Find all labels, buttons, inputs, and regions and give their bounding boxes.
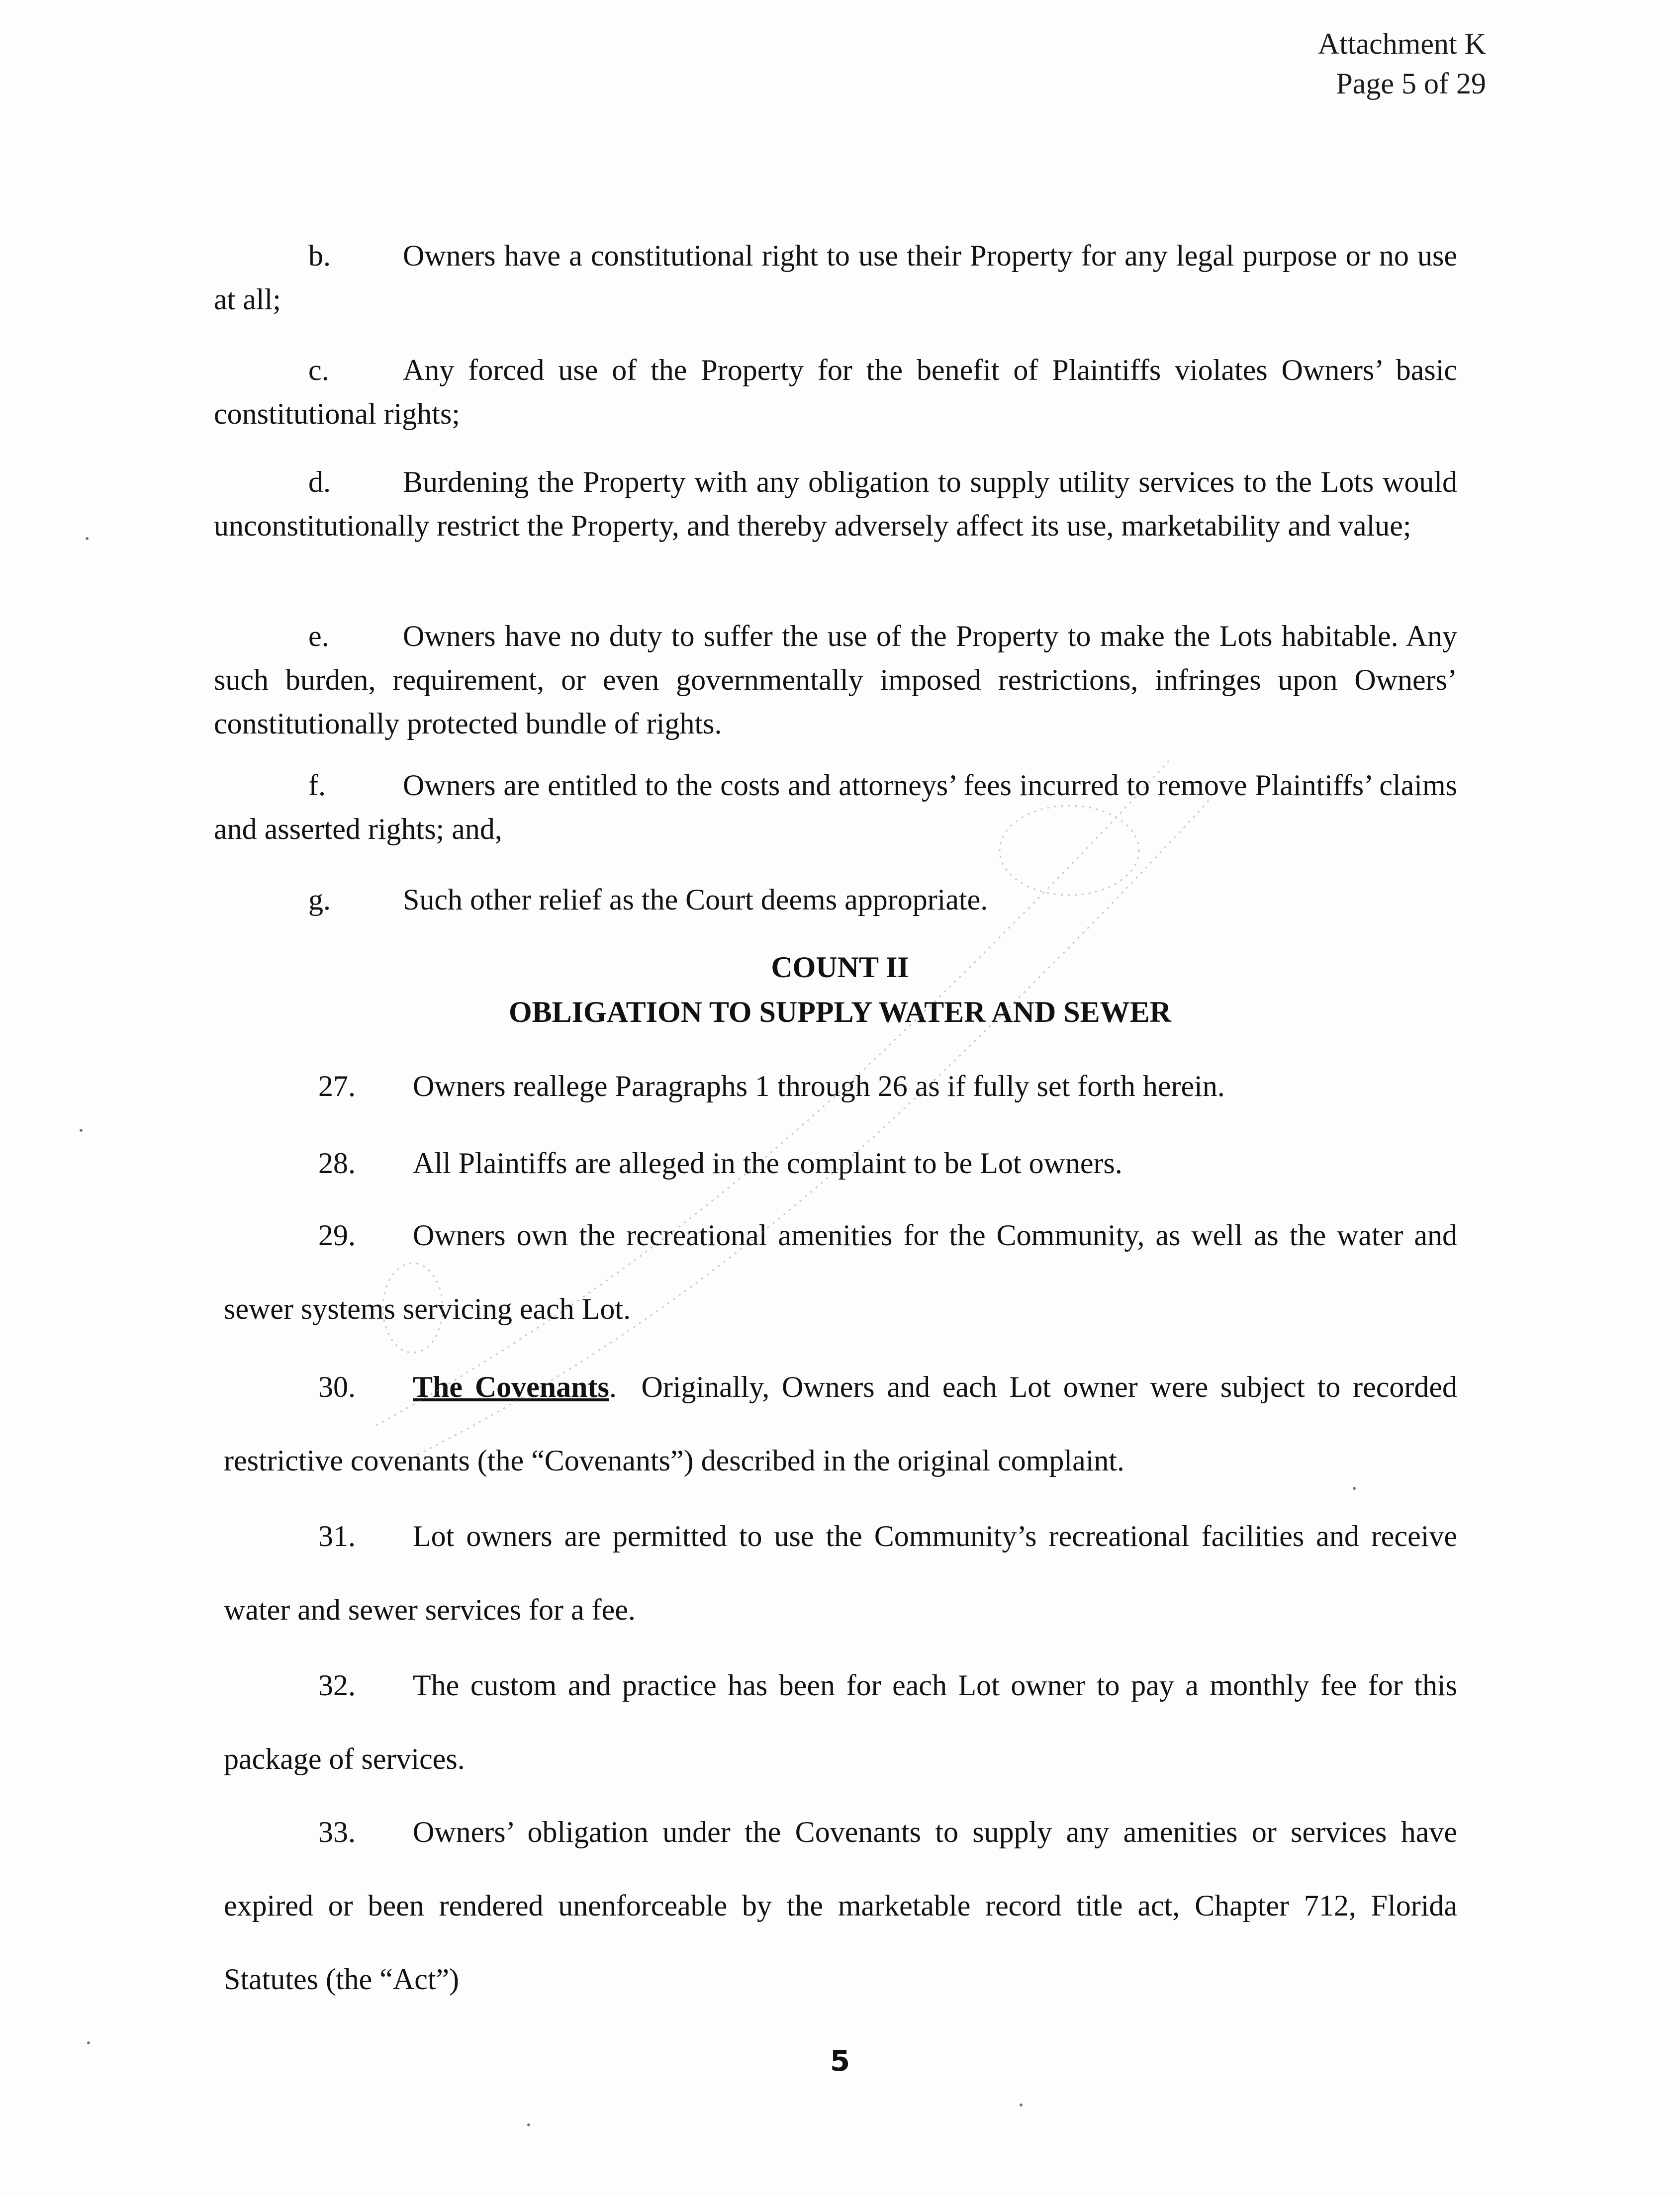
scan-speck: [527, 2123, 530, 2126]
subitem-c: [214, 348, 1457, 436]
paragraph-32: [224, 1648, 1457, 1796]
subitem-text: Any forced use of the Property for the benefit of Plaintiffs violates Owners’ basic constitutional rights;: [214, 354, 1457, 430]
subitem-marker: d.: [308, 465, 331, 498]
paragraph-28: [224, 1126, 1457, 1200]
paragraph-number: 27.: [318, 1070, 356, 1102]
paragraph-text: [224, 1350, 1457, 1497]
paragraph-number: 33.: [318, 1816, 356, 1848]
subitem-marker: b.: [308, 239, 331, 272]
covenants-text: Originally, Owners and each Lot owner were subject to recorded restrictive covenants (the “Covenants”) described in the original complaint.: [224, 1371, 1457, 1477]
paragraph-number: 29.: [318, 1219, 356, 1252]
subitem-text: Owners have no duty to suffer the use of the Property to make the Lots habitable. Any such burden, requirement, or even governmentally imposed restrictions, infringes upon Owners’ constitutionally protected bundle of rights.: [214, 620, 1457, 740]
subitem-marker: g.: [308, 883, 331, 916]
subitem-text: Burdening the Property with any obligation to supply utility services to the Lots would unconstitutionally restrict the Property, and thereby adversely affect its use, marketability and value;: [214, 465, 1457, 542]
subitem-text: Owners are entitled to the costs and attorneys’ fees incurred to remove Plaintiffs’ claims and asserted rights; and,: [214, 769, 1457, 845]
scan-speck: [86, 537, 89, 540]
subitem-text: Owners have a constitutional right to use their Property for any legal purpose or no use at all;: [214, 239, 1457, 316]
page-header: [1318, 24, 1486, 103]
scan-speck: [80, 1129, 83, 1132]
count-title: COUNT II: [771, 951, 909, 984]
subitem-g: [214, 878, 1457, 921]
paragraph-text: Lot owners are permitted to use the Community’s recreational facilities and receive water and sewer services for a fee.: [224, 1520, 1457, 1626]
subitem-d: [214, 460, 1457, 548]
scan-speck: [1353, 1487, 1356, 1490]
subitem-marker: e.: [308, 620, 329, 652]
count-heading: [0, 945, 1680, 1034]
page-number: 5: [830, 2044, 850, 2078]
paragraph-27: [224, 1049, 1457, 1123]
scan-speck: [87, 2041, 90, 2044]
covenants-heading: The Covenants: [413, 1371, 609, 1403]
paragraph-31: [224, 1499, 1457, 1647]
scan-speck: [1020, 2104, 1023, 2106]
paragraph-text: Owners own the recreational amenities for the Community, as well as the water and sewer systems servicing each Lot.: [224, 1219, 1457, 1325]
paragraph-29: [224, 1198, 1457, 1346]
paragraph-number: 32.: [318, 1669, 356, 1702]
covenants-heading-period: .: [609, 1371, 617, 1403]
paragraph-30: [224, 1350, 1457, 1497]
paragraph-number: 28.: [318, 1147, 356, 1180]
paragraph-text: Owners’ obligation under the Covenants to supply any amenities or services have expired or been rendered unenforceable by the marketable record title act, Chapter 712, Florida Statutes (the “Act”): [224, 1816, 1457, 1996]
subitem-f: [214, 763, 1457, 851]
paragraph-number: 31.: [318, 1520, 356, 1553]
count-subtitle: OBLIGATION TO SUPPLY WATER AND SEWER: [508, 996, 1172, 1028]
subitem-marker: c.: [308, 354, 329, 386]
paragraph-text: The custom and practice has been for each Lot owner to pay a monthly fee for this package of services.: [224, 1669, 1457, 1775]
subitem-marker: f.: [308, 769, 326, 802]
paragraph-text: Owners reallege Paragraphs 1 through 26 as if fully set forth herein.: [413, 1070, 1225, 1102]
attachment-label: Attachment K: [1317, 27, 1486, 60]
paragraph-number: 30.: [318, 1371, 356, 1403]
subitem-e: [214, 614, 1457, 745]
subitem-text: Such other relief as the Court deems appropriate.: [403, 883, 988, 916]
subitem-b: [214, 234, 1457, 321]
page-of-label: Page 5 of 29: [1336, 67, 1486, 100]
paragraph-33: [224, 1795, 1457, 2016]
paragraph-text: All Plaintiffs are alleged in the complaint to be Lot owners.: [413, 1147, 1122, 1180]
